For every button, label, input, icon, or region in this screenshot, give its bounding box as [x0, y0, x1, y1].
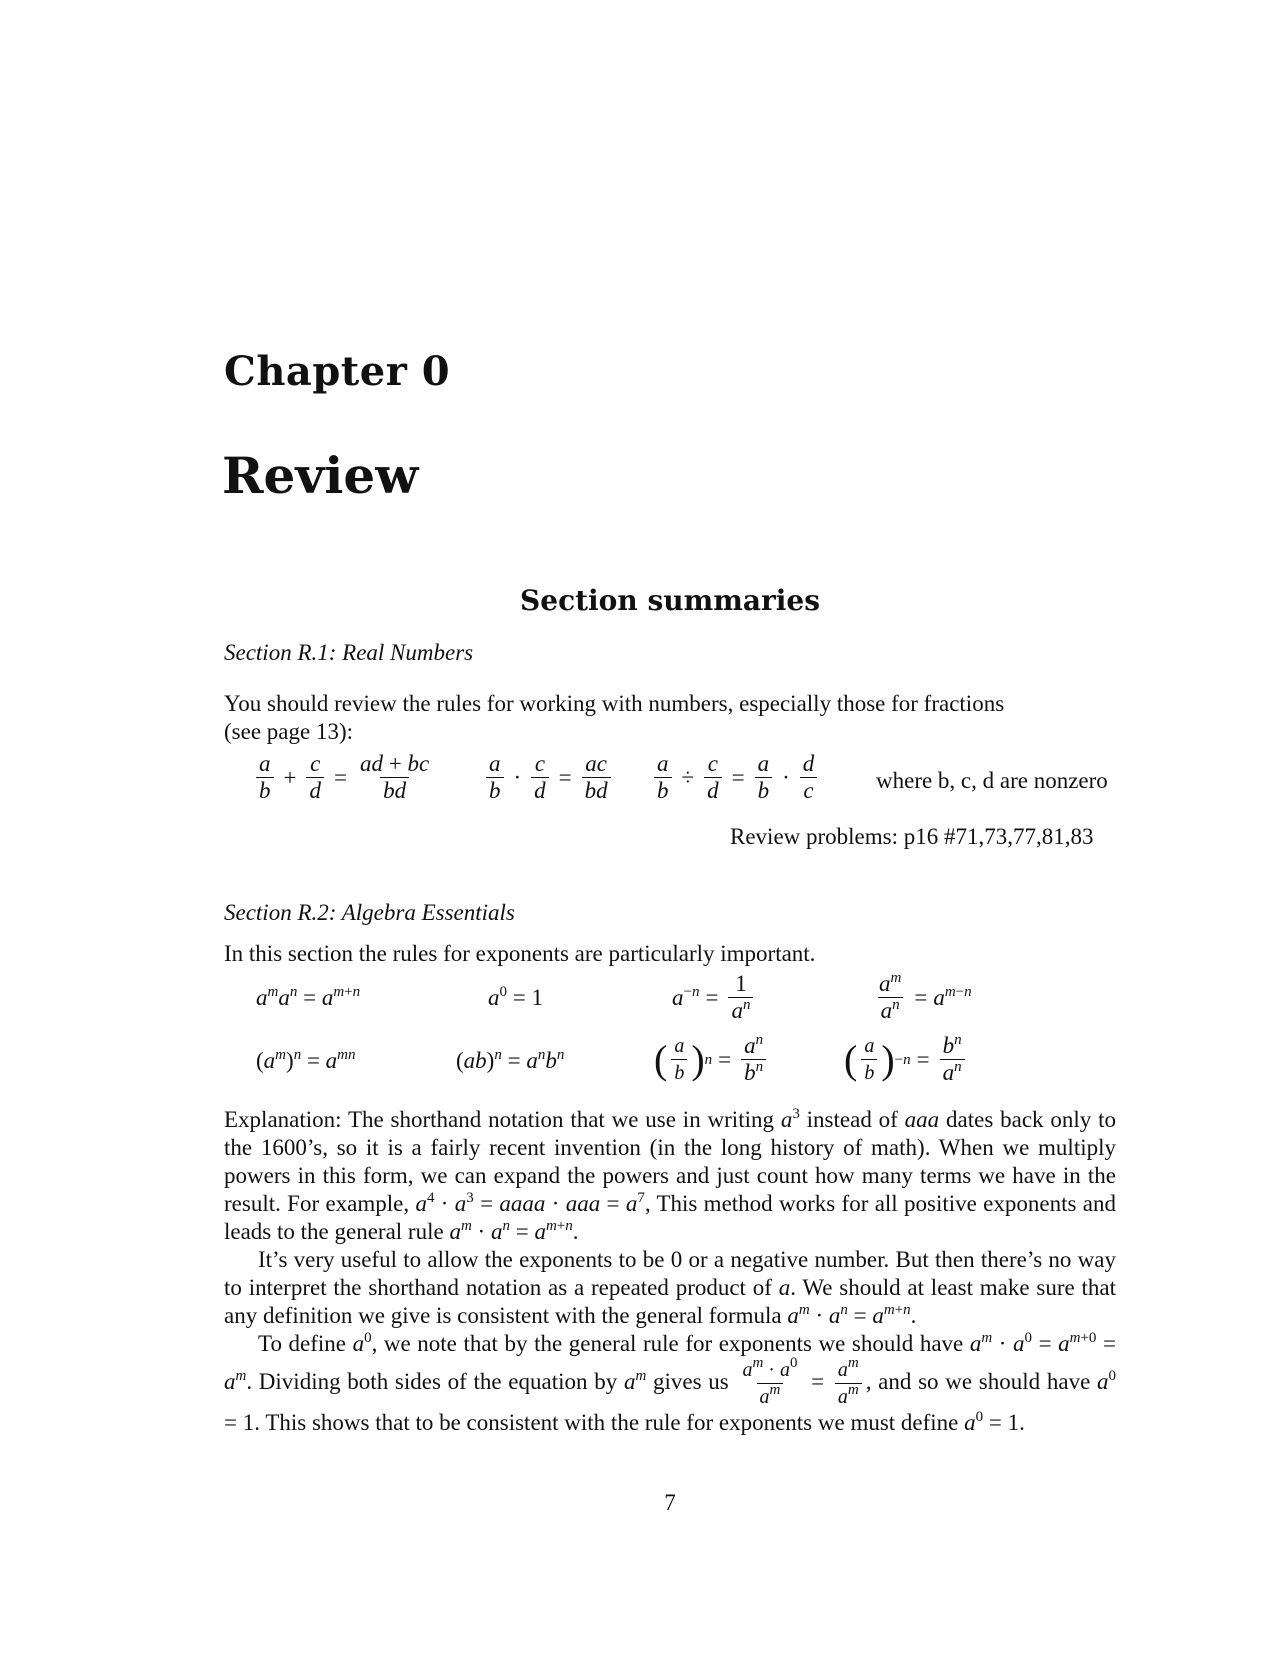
- explanation-p1-a: Explanation: The shorthand notation that we use in writing: [224, 1107, 774, 1132]
- explanation-p3-d: gives us: [653, 1368, 729, 1394]
- chapter-title: Review: [222, 446, 419, 505]
- rule-zero-exponent: $a^0 = 1$: [488, 984, 543, 1010]
- chapter-label: Chapter 0: [224, 348, 451, 395]
- rule-power-of-product: $(ab)^n = a^nb^n$: [456, 1047, 565, 1073]
- rule-quotient-of-powers: $\frac{a^m}{a^n}$ = $a^{m-n}$: [879, 970, 972, 1023]
- section-r1-title: Section R.1: Real Numbers: [224, 640, 474, 665]
- rule-negative-exponent: $a^{-n}$ = $\frac{1}{a^n}$: [672, 972, 757, 1023]
- explanation-paragraph-2: It’s very useful to allow the exponents to be 0 or a negative number. But then there’s no way to interpret the shorthand notation as a repeated product of a. We should at least make sure that any definition we give is consistent with the general formula $a^m \cdot a^n = a^{m+n}$.: [224, 1247, 1116, 1328]
- formula-fraction-add: $\frac{a}{b}$ + $\frac{c}{d}$ = $\frac{ad + bc}{bd}$: [252, 752, 436, 803]
- section-r1-intro-line1: You should review the rules for working with numbers, especially those for fractions: [224, 691, 1005, 716]
- explanation-p3-f: . This shows that to be consistent with the rule for exponents we must define: [254, 1410, 959, 1435]
- section-summaries-heading: Section summaries: [520, 584, 820, 617]
- explanation-p2-b: . We should at least make sure that any definition we give is consistent with the general formula: [224, 1275, 1116, 1328]
- explanation-p3-a: To define: [258, 1331, 346, 1356]
- rule-power-of-power: $(a^m)^n = a^{mn}$: [256, 1047, 356, 1073]
- section-r2-title: Section R.2: Algebra Essentials: [224, 900, 515, 925]
- explanation-p3-c: . Dividing both sides of the equation by: [246, 1368, 618, 1394]
- section-r1-intro: [224, 690, 1116, 746]
- rule-product-of-powers: $a^ma^n = a^{m+n}$: [256, 984, 361, 1010]
- formula-fraction-multiply: $\frac{a}{b}$ · $\frac{c}{d}$ = $\frac{ac}{bd}$: [482, 752, 615, 803]
- nonzero-condition: where b, c, d are nonzero: [876, 768, 1108, 793]
- explanation-p3-b: , we note that by the general rule for exponents we should have: [371, 1331, 964, 1356]
- section-r2-intro: In this section the rules for exponents are particularly important.: [224, 941, 816, 966]
- explanation-p1-c: dates back only to the 1600’s, so it is a fairly recent invention (in the long history of math). When we multiply powers in this form, we can expand the powers and just count how many terms we have in the result. For example,: [224, 1107, 1116, 1216]
- explanation-p3-e: , and so we should have: [865, 1368, 1091, 1394]
- formula-fraction-divide: $\frac{a}{b}$ ÷ $\frac{c}{d}$ = $\frac{a}{b}$ · $\frac{d}{c}$: [650, 752, 821, 803]
- section-r1-intro-line2: (see page 13):: [224, 719, 353, 744]
- explanation-p2-a: It’s very useful to allow the exponents to be 0 or a negative number. But then there’s no way to interpret the shorthand notation as a repeated product of: [224, 1247, 1116, 1300]
- section-r1-review-problems: Review problems: p16 #71,73,77,81,83: [730, 824, 1094, 849]
- explanation-paragraph-1: Explanation: The shorthand notation that we use in writing $a^3$ instead of aaa dates back only to the 1600’s, so it is a fairly recent invention (in the long history of math). When we multiply powers in this form, we can expand the powers and just count how many terms we have in the result. For example, $a^4 \cdot a^3$ = aaaa · aaa = $a^7$, This method works for all positive exponents and leads to the general rule $a^m \cdot a^n = a^{m+n}$.: [224, 1106, 1116, 1244]
- page-number: 7: [664, 1490, 676, 1515]
- rule-power-of-quotient: ( $\frac{a}{b}$ ) n = $\frac{a^n}{b^n}$: [654, 1034, 770, 1085]
- explanation-paragraph-3: To define $a^0$, we note that by the general rule for exponents we should have $a^m \cdot a^0 = a^{m+0} = a^m$. Dividing both sides of the equation by $a^m$ gives us $\frac{a^m \cdot a^0}{a^m}$ = $\frac{a^m}{a^m}$ , and so we should have $a^0 = 1$. This shows that to be consistent with the rule for exponents we must define $a^0 = 1$.: [224, 1330, 1116, 1435]
- rule-negative-power-of-quotient: ( $\frac{a}{b}$ ) −n = $\frac{b^n}{a^n}$: [844, 1034, 969, 1085]
- explanation-p1-d: , This method works for all positive exponents and leads to the general rule: [224, 1191, 1116, 1244]
- explanation-p1-b: instead of: [806, 1107, 898, 1132]
